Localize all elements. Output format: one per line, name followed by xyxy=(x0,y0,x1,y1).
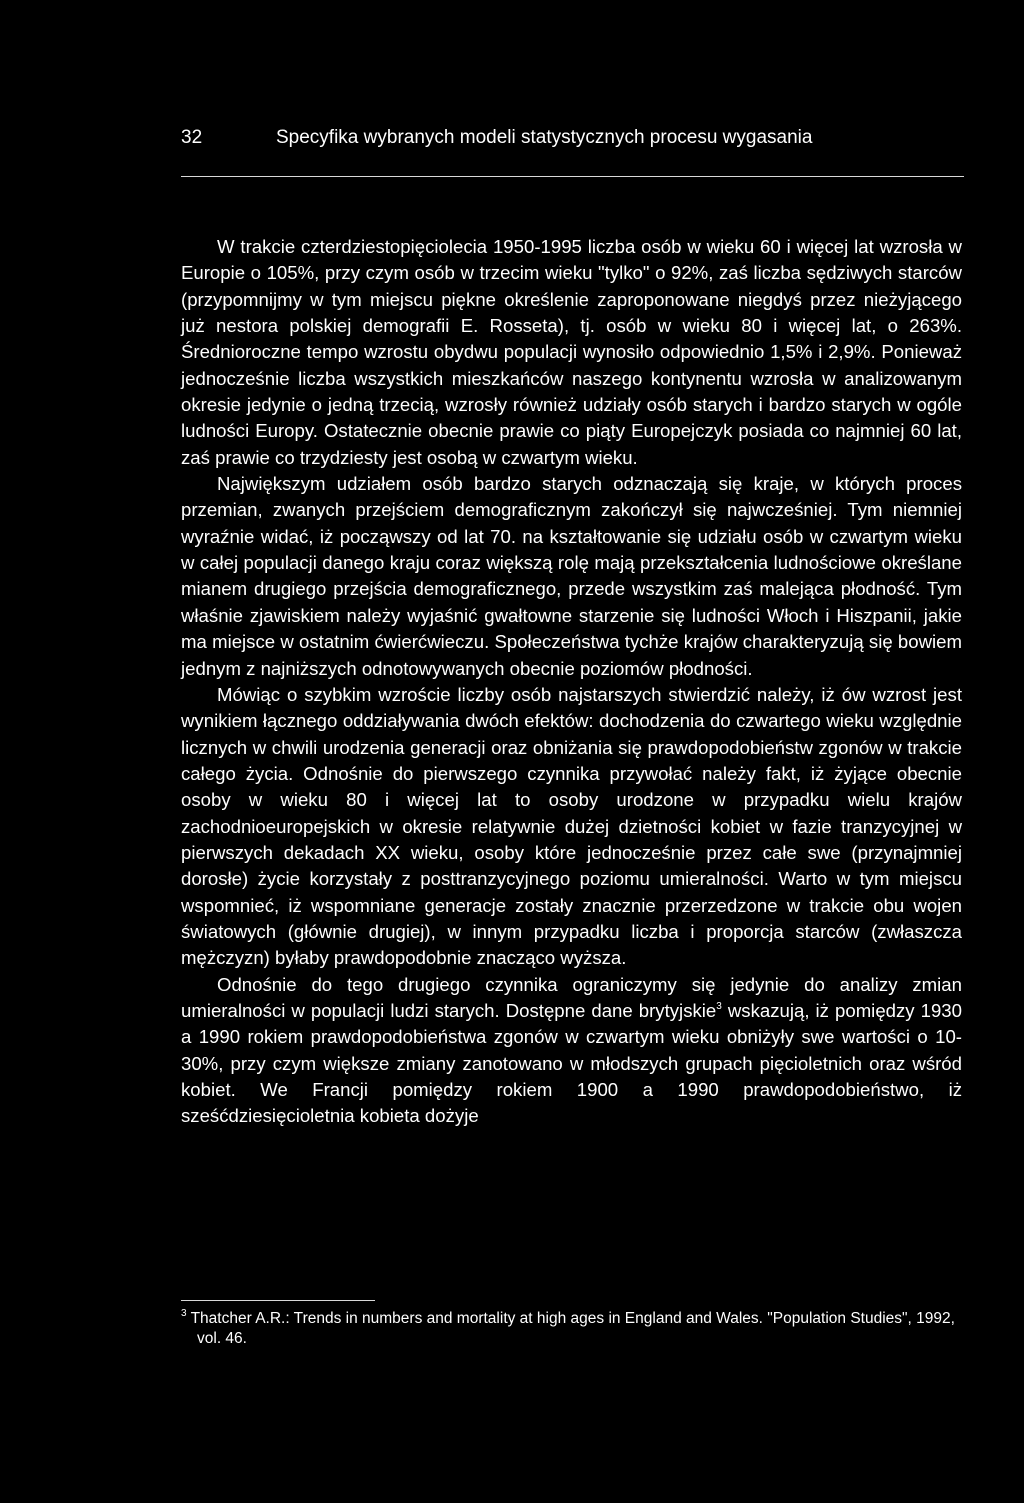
paragraph-3: Mówiąc o szybkim wzroście liczby osób najstarszych stwierdzić należy, iż ów wzrost jest wynikiem łącznego oddziaływania dwóch efektów: dochodzenia do czwartego wieku względnie licznych w chwili urodzenia generacji oraz obniżania się prawdopodobieństw zgonów w trakcie całego życia. Odnośnie do pierwszego czynnika przywołać należy fakt, iż żyjące obecnie osoby w wieku 80 i więcej lat to osoby urodzone w przypadku wielu krajów zachodnioeuropejskich w okresie relatywnie dużej dzietności kobiet w fazie tranzycyjnej w pierwszych dekadach XX wieku, osoby które jednocześnie przez całe swe (przynajmniej dorosłe) życie korzystały z posttranzycyjnego poziomu umieralności. Warto w tym miejscu wspomnieć, iż wspomniane generacje zostały znacznie przerzedzone w trakcie obu wojen światowych (głównie drugiej), w innym przypadku liczba i proporcja starców (zwłaszcza mężczyzn) byłaby prawdopodobnie znacząco wyższa. xyxy=(181,683,962,969)
footnote-separator xyxy=(181,1300,375,1301)
page-header xyxy=(181,126,961,150)
paragraph-4-text-start: Odnośnie do tego drugiego czynnika ograniczymy się jedynie do analizy zmian umieralności w populacji ludzi starych. Dostępne dane brytyjskie xyxy=(181,973,962,1021)
body-text xyxy=(181,234,962,1130)
footnote-text: Thatcher A.R.: Trends in numbers and mortality at high ages in England and Wales. "Population Studies", 1992, vol. 46. xyxy=(186,1310,955,1347)
paragraph-1: W trakcie czterdziestopięciolecia 1950-1995 liczba osób w wieku 60 i więcej lat wzrosła w Europie o 105%, przy czym osób w trzecim wieku "tylko" o 92%, zaś liczba sędziwych starców (przypomnijmy w tym miejscu piękne określenie zaproponowane niegdyś przez nieżyjącego już nestora polskiej demografii E. Rosseta), tj. osób w wieku 80 i więcej lat, o 263%. Średnioroczne tempo wzrostu obydwu populacji wynosiło odpowiednio 1,5% i 2,9%. Ponieważ jednocześnie liczba wszystkich mieszkańców naszego kontynentu wzrosła w analizowanym okresie jedynie o jedną trzecią, wzrosły również udziały osób starych i bardzo starych w ogóle ludności Europy. Ostatecznie obecnie prawie co piąty Europejczyk posiada co najmniej 60 lat, zaś prawie co trzydziesty jest osobą w czwartym wieku. xyxy=(181,236,962,468)
page-number: 32 xyxy=(181,127,203,148)
running-title: Specyfika wybranych modeli statystycznych procesu wygasania xyxy=(276,127,813,148)
paragraph-2: Największym udziałem osób bardzo starych odznaczają się kraje, w których proces przemian, zwanych przejściem demograficznym zakończył się najwcześniej. Tym niemniej wyraźnie widać, iż począwszy od lat 70. na kształtowanie się udziału osób w czwartym wieku w całej populacji danego kraju coraz większą rolę mają przekształcenia ludnościowe określane mianem drugiego przejścia demograficznego, przede wszystkim zaś malejąca płodność. Tym właśnie zjawiskiem należy wyjaśnić gwałtowne starzenie się ludności Włoch i Hiszpanii, jakie ma miejsce w ostatnim ćwierćwieczu. Społeczeństwa tychże krajów charakteryzują się bowiem jednym z najniższych odnotowywanych obecnie poziomów płodności. xyxy=(181,473,962,679)
footnote-marker: 3 xyxy=(181,1307,187,1319)
footnote xyxy=(181,1309,962,1349)
paragraph-4 xyxy=(181,972,962,1130)
paragraph-4-text-end: wskazują, iż pomiędzy 1930 a 1990 rokiem prawdopodobieństwa zgonów w czwartym wieku obniżyły swe wartości o 10-30%, przy czym większe zmiany zanotowano w młodszych grupach pięcioletnich oraz wśród kobiet. We Francji pomiędzy rokiem 1900 a 1990 prawdopodobieństwo, iż sześćdziesięcioletnia kobieta dożyje xyxy=(181,999,962,1127)
header-rule xyxy=(181,176,964,177)
footnote-reference[interactable]: 3 xyxy=(716,1000,722,1012)
footnote-entry xyxy=(181,1309,962,1349)
